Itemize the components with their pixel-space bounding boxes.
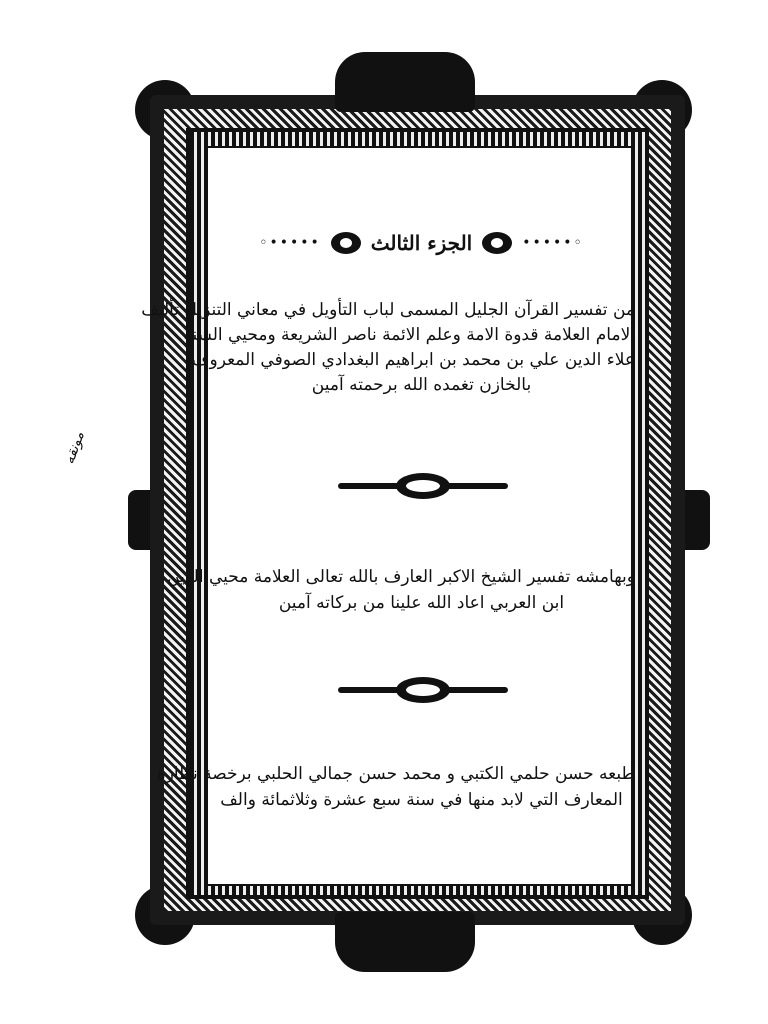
- imprint-line: طبعه حسن حلمي الكتبي و محمد حسن جمالي الحلبي برخصة نظارة: [156, 764, 635, 784]
- imprint-line: المعارف التي لابد منها في سنة سبع عشرة وثلاثمائة والف: [220, 790, 623, 810]
- heading-ornament-dots-right: ◦•••••: [522, 235, 584, 251]
- ornamental-divider-lower: [338, 672, 508, 708]
- frame-crest-bottom-ornament: [335, 912, 475, 972]
- primary-work-line: من تفسير القرآن الجليل المسمى لباب التأويل في معاني التنزيل تأليف: [141, 300, 635, 320]
- secondary-work-line: ابن العربي اعاد الله علينا من بركاته آمين: [278, 593, 565, 613]
- rosette-ornament-icon: [482, 232, 512, 254]
- primary-work-line: بالخازن تغمده الله برحمته آمين: [311, 375, 532, 395]
- title-page-content: [141, 146, 635, 886]
- divider-medallion-icon: [396, 473, 450, 499]
- volume-heading: الجزء الثالث: [370, 231, 473, 255]
- primary-work-line: علاء الدين علي بن محمد بن ابراهيم البغدادي الصوفي المعروف: [191, 350, 635, 370]
- ornamental-divider-upper: [338, 468, 508, 504]
- margin-handwritten-note: مونقه: [61, 429, 88, 467]
- heading-ornament-dots-left: •••••◦: [259, 235, 321, 251]
- primary-work-line: الامام العلامة قدوة الامة وعلم الائمة ناصر الشريعة ومحيي السنة: [183, 325, 635, 345]
- rosette-ornament-icon: [331, 232, 361, 254]
- volume-heading-row: [208, 226, 635, 260]
- secondary-work-line: وبهامشه تفسير الشيخ الاكبر العارف بالله تعالى العلامة محيي الدين: [167, 567, 635, 587]
- divider-medallion-icon: [396, 677, 450, 703]
- frame-crest-top-ornament: [335, 52, 475, 112]
